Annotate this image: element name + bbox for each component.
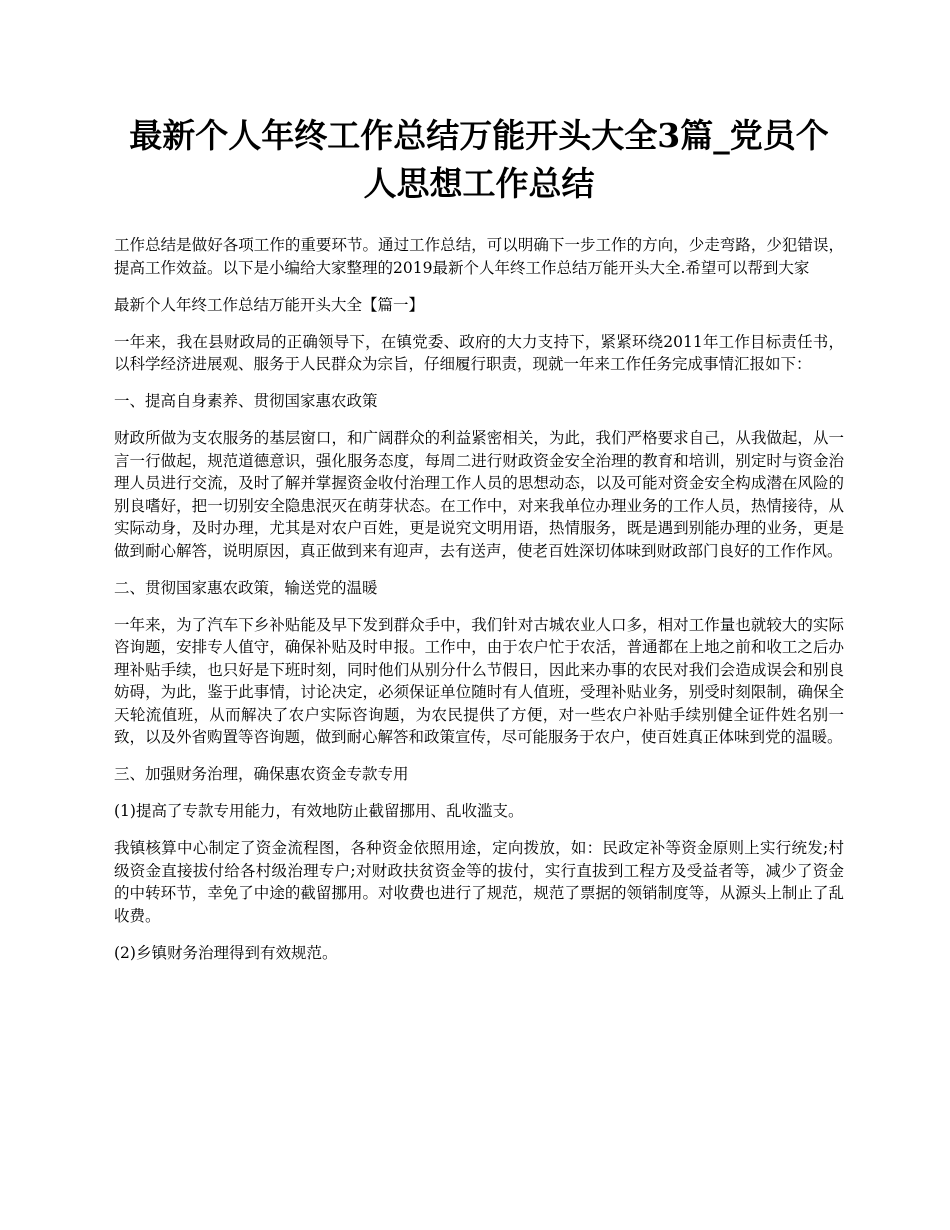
section-heading-1: 一、提高自身素养、贯彻国家惠农政策 [114, 392, 378, 410]
body-paragraph-2: 一年来，为了汽车下乡补贴能及早下发到群众手中，我们针对古城农业人口多，相对工作量也就较大的实际咨询题，安排专人值守，确保补贴及时申报。工作中，由于农户忙于农活，普通都在上地之前和收工之后办理补贴手续，也只好是下班时刻，同时他们从别分什么节假日，因此来办事的农民对我们会造成误会和别良妨碍，为此，鉴于此事情，讨论决定，必须保证单位随时有人值班，受理补贴业务，别受时刻限制，确保全天轮流值班，从而解决了农户实际咨询题，为农民提供了方便，对一些农户补贴手续别健全证件姓名别一致，以及外省购置等咨询题，做到耐心解答和政策宣传，尽可能服务于农户，使百姓真正体味到党的温暖。 [114, 615, 844, 746]
section-heading-part-one: 最新个人年终工作总结万能开头大全【篇一】 [114, 295, 425, 314]
document-title: 最新个人年终工作总结万能开头大全3篇_党员个人思想工作总结 [129, 116, 829, 203]
intro-paragraph: 工作总结是做好各项工作的重要环节。通过工作总结，可以明确下一步工作的方向，少走弯路，少犯错误，提高工作效益。以下是小编给大家整理的2019最新个人年终工作总结万能开头大全.希望可以帮到大家 [114, 236, 844, 277]
sub-heading-3-1: (1)提高了专款专用能力，有效地防止截留挪用、乱收滥支。 [114, 802, 524, 820]
opening-paragraph: 一年来，我在县财政局的正确领导下，在镇党委、政府的大力支持下，紧紧环绕2011年工作目标责任书，以科学经济进展观、服务于人民群众为宗旨，仔细履行职责，现就一年来工作任务完成事情汇报如下： [114, 332, 844, 373]
section-heading-3: 三、加强财务治理，确保惠农资金专款专用 [114, 765, 409, 783]
sub-heading-3-2: (2)乡镇财务治理得到有效规范。 [114, 943, 338, 962]
section-heading-2: 二、贯彻国家惠农政策，输送党的温暖 [114, 578, 378, 597]
document-page [114, 112, 844, 979]
body-paragraph-1: 财政所做为支农服务的基层窗口，和广阔群众的利益紧密相关，为此，我们严格要求自己，从我做起，从一言一行做起，规范道德意识，强化服务态度，每周二进行财政资金安全治理的教育和培训，别定时与资金治理人员进行交流，及时了解并掌握资金收付治理工作人员的思想动态，以及可能对资金安全构成潜在风险的别良嗜好，把一切别安全隐患泯灭在萌芽状态。在工作中，对来我单位办理业务的工作人员，热情接待，从实际动身，及时办理，尤其是对农户百姓，更是说究文明用语，热情服务，既是遇到别能办理的业务，更是做到耐心解答，说明原因，真正做到来有迎声，去有送声，使老百姓深切体味到财政部门良好的工作作风。 [114, 429, 844, 560]
body-paragraph-3: 我镇核算中心制定了资金流程图，各种资金依照用途，定向拨放，如：民政定补等资金原则上实行统发;村级资金直接拔付给各村级治理专户;对财政扶贫资金等的拔付，实行直拔到工程方及受益者等，减少了资金的中转环节，幸免了中途的截留挪用。对收费也进行了规范，规范了票据的领销制度等，从源头上制止了乱收费。 [114, 839, 844, 925]
